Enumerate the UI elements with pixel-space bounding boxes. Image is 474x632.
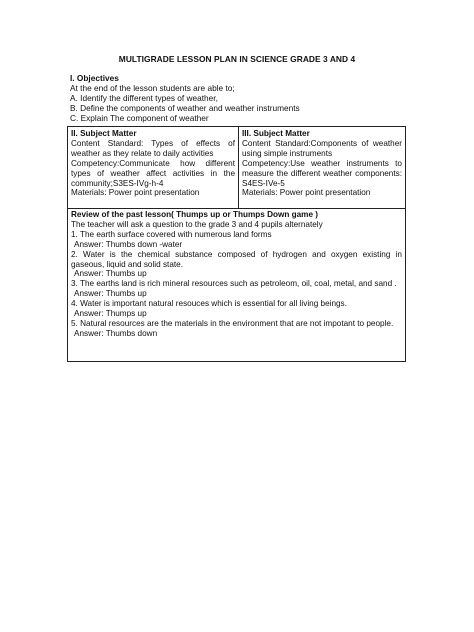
objectives-intro: At the end of the lesson students are able to; [70, 83, 235, 93]
objectives-heading: I. Objectives [70, 73, 119, 83]
answer-2: Answer: Thumbs up [74, 269, 147, 279]
subject-matter-grade3-cell [68, 127, 239, 208]
question-5: 5. Natural resources are the materials in the environment that are not impotant to people. [71, 318, 394, 328]
materials-text: Materials: Power point presentation [71, 188, 200, 198]
subject-matter-row [68, 127, 405, 209]
materials-text-3: Materials: Power point presentation [242, 188, 371, 198]
review-intro: The teacher will ask a question to the grade 3 and 4 pupils alternately [71, 219, 323, 229]
objectives-section [70, 73, 300, 123]
question-2: 2. Water is the chemical substance composed of hydrogen and oxygen existing in gaseous, liquid and solid state. [71, 249, 402, 269]
content-standard-text-3: Content Standard:Components of weather using simple instruments [242, 138, 402, 158]
content-standard-text: Content Standard: Types of effects of weather as they relate to daily activities [71, 138, 235, 158]
question-4: 4. Water is important natural resouces which is essential for all living beings. [71, 299, 347, 309]
lesson-table [67, 126, 406, 362]
competency-text-3: Competency:Use weather instruments to measure the different weather components: S4ES-IVe-5 [242, 158, 402, 188]
answer-4: Answer: Thumps up [74, 309, 147, 319]
objective-item-a: A. Identify the different types of weather, [70, 93, 218, 103]
competency-text: Competency:Communicate how different types of weather affect activities in the community;S3ES-IVg-h-4 [71, 158, 235, 188]
page-title: MULTIGRADE LESSON PLAN IN SCIENCE GRADE 3 AND 4 [118, 54, 356, 64]
subject-matter-grade4-cell [239, 127, 405, 208]
answer-3: Answer: Thumbs up [74, 289, 147, 299]
question-1: 1. The earth surface covered with numerous land forms [71, 229, 272, 239]
answer-5: Answer: Thumbs down [74, 328, 158, 338]
objective-item-b: B. Define the components of weather and weather instruments [70, 103, 300, 113]
subject-matter-heading: II. Subject Matter [71, 129, 137, 138]
objective-item-c: C. Explain The component of weather [70, 113, 209, 123]
question-3: 3. The earths land is rich mineral resources such as petroleom, oil, coal, metal, and sand . [71, 279, 397, 289]
subject-matter-heading-3: III. Subject Matter [242, 129, 310, 138]
answer-1: Answer: Thumbs down -water [74, 239, 183, 249]
review-heading: Review of the past lesson( Thumps up or Thumps Down game ) [71, 210, 319, 219]
review-row [68, 208, 405, 341]
